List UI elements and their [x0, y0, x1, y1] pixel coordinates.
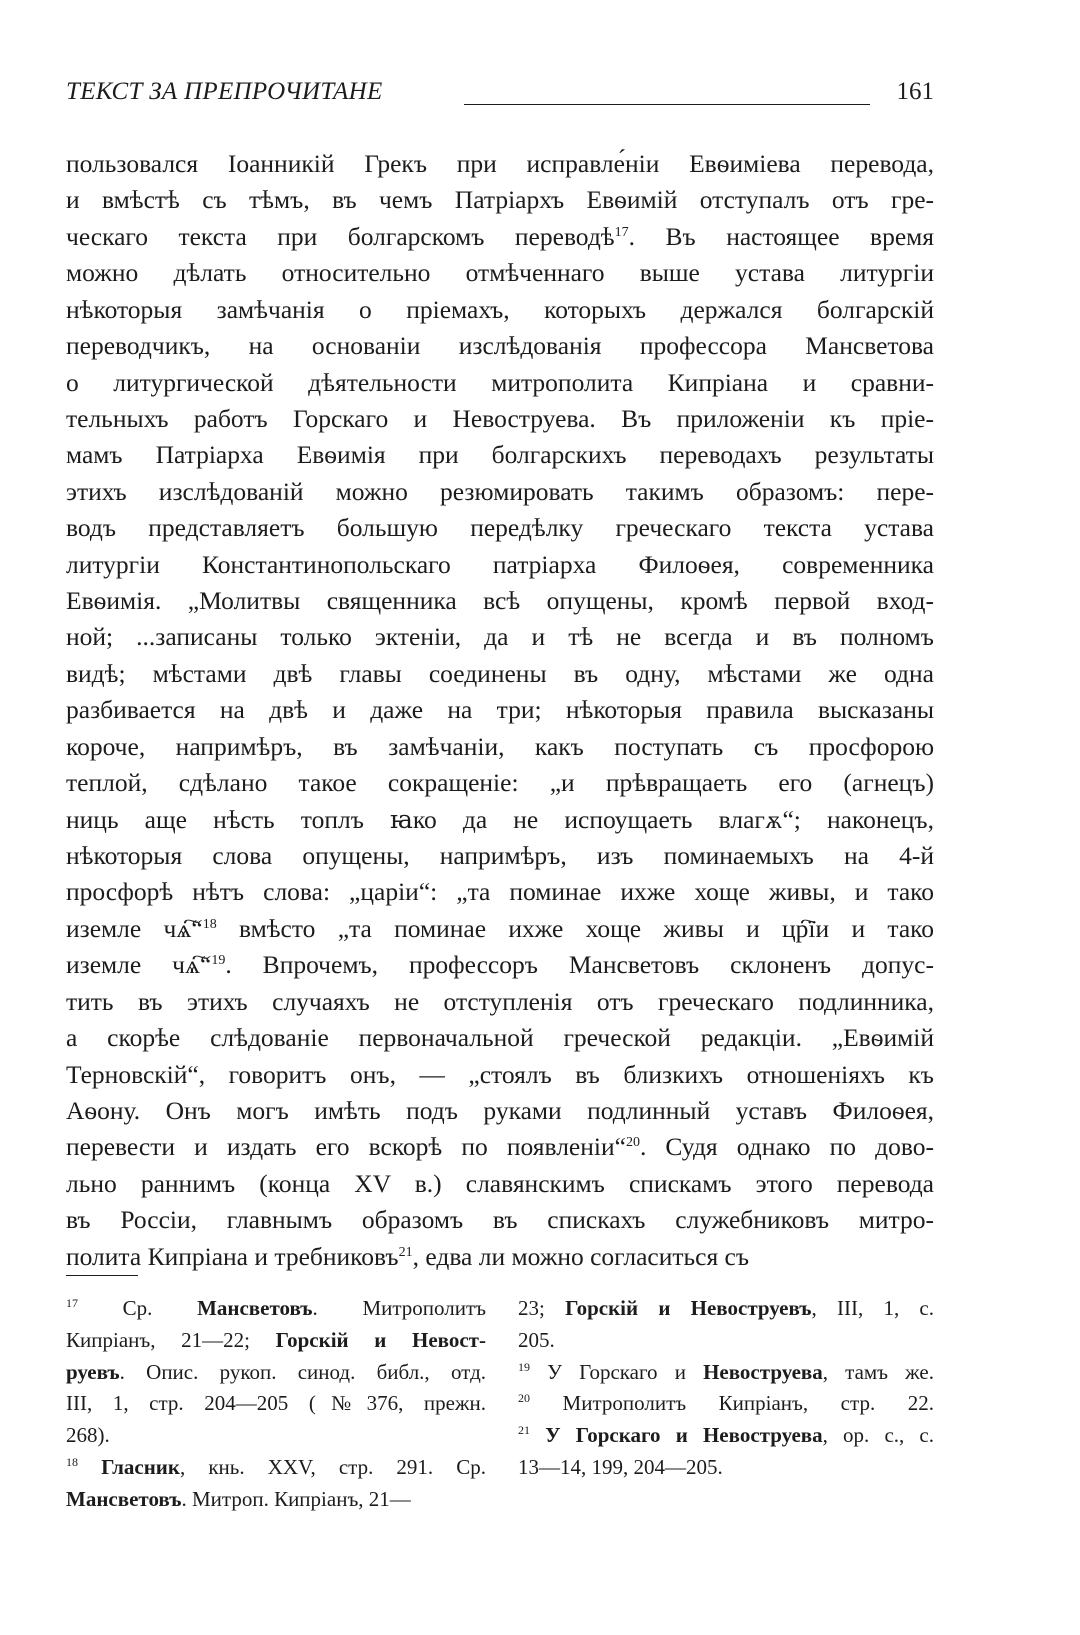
footnote-line [66, 1388, 486, 1420]
footnote-number: 21 [518, 1423, 530, 1438]
body-line: этихъ изслѣдованій можно резюмировать такимъ образомъ: пере- [66, 476, 934, 506]
footnote-line [518, 1357, 934, 1389]
body-line [66, 1129, 934, 1165]
body-line: пользовался Іоанникій Грекъ при исправле́ніи Евѳиміева перевода, [66, 149, 934, 178]
header-rule [464, 104, 870, 105]
body-line [66, 1239, 934, 1275]
footnote-text: 23; [518, 1296, 566, 1320]
footnote-author: Горскій и Невоструевъ [565, 1296, 812, 1320]
footnote-text: Митрополитъ Кипріанъ, стр. 22. [530, 1391, 934, 1416]
footnote-number: 17 [66, 1296, 78, 1310]
body-line: видѣ; мѣстами двѣ главы соединены въ одну, мѣстами же одна [66, 658, 934, 688]
footnote-author: У Горскаго и Невоструева [545, 1423, 823, 1448]
page-number: 161 [896, 78, 934, 105]
footnote-number: 18 [66, 1454, 78, 1469]
footnote-author: руевъ [66, 1359, 120, 1384]
body-line: а скорѣе слѣдованіе первоначальной греческой редакціи. „Евѳимій [66, 1023, 934, 1053]
body-line: ной; ...записаны только эктеніи, да и тѣ не всегда и въ полномъ [66, 622, 934, 652]
footnote-line [66, 1325, 486, 1357]
footnote-text: 13—14, 199, 204—205. [518, 1454, 723, 1479]
footnote-line [518, 1388, 934, 1420]
footnote-line [66, 1357, 486, 1389]
footnote-text: , кнь. XXV, стр. 291. Ср. [180, 1454, 486, 1479]
body-line-text: ческаго текста при болгарскомъ переводѣ [66, 221, 615, 251]
body-line-text: . Судя однако по дово- [639, 1132, 934, 1162]
footnote-number: 20 [518, 1391, 530, 1406]
body-line [66, 911, 934, 947]
footnote-text: III, 1, стр. 204—205 (№376, прежн. [66, 1391, 486, 1416]
body-line [66, 947, 934, 983]
body-line-text: вмѣсто „та поминае ихже хоще живы и цр҇їи и тако [216, 913, 934, 943]
footnote-number: 19 [518, 1359, 530, 1374]
footnote-author: Невоструева [703, 1359, 823, 1384]
footnote-text: 205. [518, 1327, 555, 1352]
body-line: литургіи Константинопольскаго патріарха Филоѳея, современника [66, 549, 934, 579]
footnote-author: Мансветовъ [197, 1296, 313, 1320]
footnote-rule [66, 1275, 138, 1276]
body-line: нѣкоторыя замѣчанія о пріемахъ, которыхъ держался болгарскій [66, 294, 934, 324]
footnote-text: , III, 1, с. [811, 1296, 934, 1320]
footnote-text: Кипріанъ, 21—22; [66, 1327, 276, 1352]
footnote-text [530, 1423, 545, 1447]
footnote-text: , тамъ же. [822, 1359, 934, 1384]
footnote-line [518, 1452, 934, 1484]
footnote-reference: 19 [211, 953, 226, 969]
body-line: нѣкоторыя слова опущены, напримѣръ, изъ поминаемыхъ на 4-й [66, 841, 934, 871]
body-line: тельныхъ работъ Горскаго и Невоструева. Въ приложеніи къ пріе- [66, 403, 934, 433]
footnote-author: Горскій и Невост- [275, 1327, 486, 1352]
body-line: Евѳимія. „Молитвы священника всѣ опущены, кромѣ первой вход- [66, 586, 934, 616]
body-line-text: . Въ настоящее время [628, 221, 935, 251]
body-line-text: полита Кипріана и требниковъ [66, 1241, 399, 1271]
running-title: ТЕКСТ ЗА ПРЕПРОЧИТАНЕ [66, 78, 383, 105]
body-line-text: иземле чѧ҇“ [66, 913, 203, 943]
footnotes [66, 1275, 934, 1575]
footnote-line [518, 1325, 934, 1357]
body-text [66, 146, 934, 1275]
body-line: льно раннимъ (конца XV в.) славянскимъ спискамъ этого перевода [66, 1168, 934, 1198]
footnote-author: Мансветовъ [66, 1486, 182, 1511]
footnote-line [518, 1420, 934, 1452]
footnote-text: . Опис. рукоп. синод. библ., отд. [119, 1359, 486, 1384]
body-line [66, 219, 934, 255]
body-line: въ Россіи, главнымъ образомъ въ спискахъ служебниковъ митро- [66, 1205, 934, 1235]
footnote-line [66, 1420, 486, 1452]
body-line-text: иземле чѧ҇“ [66, 950, 212, 980]
footnote-line [518, 1293, 934, 1325]
body-line-text: . Впрочемъ, профессоръ Мансветовъ склоненъ допус- [225, 950, 934, 980]
body-line: о литургической дѣятельности митрополита Кипріана и сравни- [66, 367, 934, 397]
body-line: короче, напримѣръ, въ замѣчаніи, какъ поступать съ просфорою [66, 731, 934, 761]
footnote-text: , ор. с., с. [822, 1423, 935, 1448]
body-line: просфорѣ нѣтъ слова: „царіи“: „та поминае ихже хоще живы, и тако [66, 877, 934, 907]
body-line-text: , едва ли можно согласиться съ [412, 1241, 750, 1271]
body-line: водъ представляетъ большую передѣлку греческаго текста устава [66, 513, 934, 543]
body-line: мамъ Патріарха Евѳимія при болгарскихъ переводахъ результаты [66, 440, 934, 470]
footnote-text: . Митроп. Кипріанъ, 21— [181, 1486, 411, 1511]
footnote-line [66, 1452, 486, 1484]
footnote-column-right [518, 1293, 934, 1484]
footnote-line [66, 1293, 486, 1325]
body-line: разбивается на двѣ и даже на три; нѣкоторыя правила высказаны [66, 695, 934, 725]
body-line: тить въ этихъ случаяхъ не отступленія отъ греческаго подлинника, [66, 986, 934, 1016]
footnote-text [78, 1455, 101, 1479]
body-line: и вмѣстѣ съ тѣмъ, въ чемъ Патріархъ Евѳимій отступалъ отъ гре- [66, 185, 934, 215]
footnote-reference: 20 [625, 1135, 640, 1151]
footnote-text: У Горскаго и [530, 1359, 704, 1384]
footnote-text: 268). [66, 1423, 110, 1448]
footnote-reference: 21 [398, 1244, 413, 1260]
body-line: теплой, сдѣлано такое сокращеніе: „и прѣвращаеть его (агнецъ) [66, 768, 934, 798]
footnote-author: Гласник [101, 1454, 180, 1479]
footnote-reference: 18 [202, 916, 217, 932]
running-header [66, 78, 934, 118]
body-line-text: перевести и издать его вскорѣ по появленіи“ [66, 1132, 626, 1162]
body-line: Аѳону. Онъ могъ имѣть подъ руками подлинный уставъ Филоѳея, [66, 1095, 934, 1125]
body-line: переводчикъ, на основаніи изслѣдованія профессора Мансветова [66, 331, 934, 361]
footnote-column-left [66, 1293, 486, 1516]
footnote-reference: 17 [614, 224, 629, 240]
footnote-text: . Митрополитъ [312, 1296, 487, 1320]
footnote-text: Ср. [78, 1296, 198, 1320]
footnote-line [66, 1484, 486, 1516]
body-line: Терновскій“, говоритъ онъ, — „стоялъ въ близкихъ отношеніяхъ къ [66, 1059, 934, 1089]
body-line: ниць аще нѣсть топлъ ꙗко да не испоущаеть влагѫ“; наконецъ, [66, 804, 934, 834]
body-line: можно дѣлать относительно отмѣченнаго выше устава литургіи [66, 258, 934, 288]
